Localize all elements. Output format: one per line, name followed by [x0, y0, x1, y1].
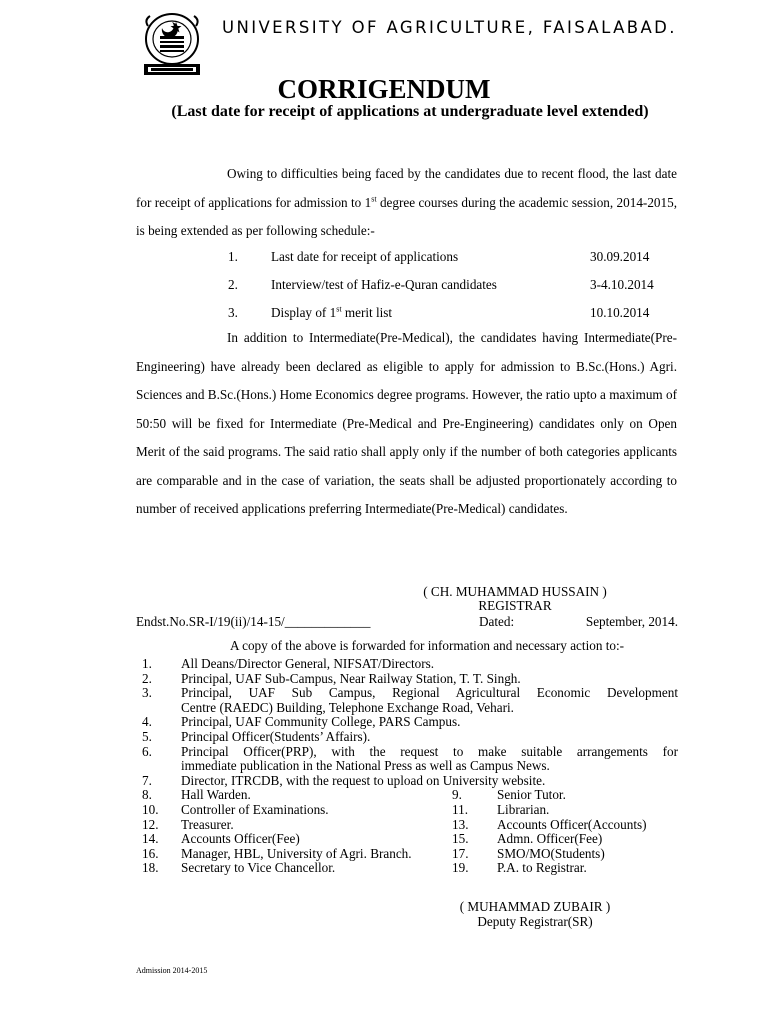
- distribution-list: [0, 657, 768, 876]
- list-item-pair: 8. Hall Warden. 9. Senior Tutor.: [142, 787, 566, 803]
- list-item-pair: 12. Treasurer. 13. Accounts Officer(Accounts): [142, 816, 647, 832]
- list-item: 4. Principal, UAF Community College, PARS Campus.: [142, 714, 461, 730]
- endorsement-date: September, 2014.: [585, 614, 678, 629]
- list-item-continued: Centre (RAEDC) Building, Telephone Exchange Road, Vehari.: [181, 699, 514, 715]
- list-item-pair: 10. Controller of Examinations. 11. Librarian.: [142, 801, 550, 817]
- deputy-registrar-signature: [430, 899, 640, 929]
- list-item-pair: 18. Secretary to Vice Chancellor. 19. P.A. to Registrar.: [142, 860, 587, 876]
- copy-note: A copy of the above is forwarded for information and necessary action to:-: [230, 638, 625, 653]
- document-subtitle: (Last date for receipt of applications at undergraduate level extended): [171, 103, 649, 120]
- university-crest-icon: [138, 12, 206, 76]
- list-item: 5. Principal Officer(Students’ Affairs).: [142, 728, 371, 744]
- deputy-name: ( MUHAMMAD ZUBAIR ): [459, 899, 611, 914]
- deputy-title: Deputy Registrar(SR): [477, 914, 593, 929]
- eligibility-paragraph: In addition to Intermediate(Pre-Medical), the candidates having Intermediate(Pre-Engineering) have already been declared as eligible to apply for admission to B.Sc.(Hons.) Agri. Sciences and B.Sc.(Hons.) Home Economics degree programs. However, the ratio upto a maximum of 50:50 will be fixed for Intermediate (Pre-Medical and Pre-Engineering) candidates only on Open Merit of the said programs. The said ratio shall apply only if the number of both categories applicants are comparable and in the case of variation, the seats shall be adjusted proportionately according to number of received applications preferring Intermediate(Pre-Medical) candidates.: [136, 330, 677, 516]
- dated-label: Dated:: [479, 614, 515, 629]
- list-item: 6. Principal Officer(PRP), with the request to make suitable arrangements for: [142, 743, 678, 759]
- page-footer: Admission 2014-2015: [136, 966, 208, 975]
- intro-paragraph: Owing to difficulties being faced by the candidates due to recent flood, the last date for receipt of applications for admission to 1st degree courses during the academic session, 2014-2015, is being extended as per following schedule:-: [136, 166, 677, 238]
- list-item-pair: 14. Accounts Officer(Fee) 15. Admn. Officer(Fee): [142, 831, 603, 847]
- list-item: 2. Principal, UAF Sub-Campus, Near Railway Station, T. T. Singh.: [142, 670, 521, 686]
- endorsement-number: Endst.No.SR-I/19(ii)/14-15/_____________: [136, 614, 371, 629]
- university-name: UNIVERSITY OF AGRICULTURE, FAISALABAD.: [222, 18, 677, 37]
- registrar-title: REGISTRAR: [478, 598, 552, 613]
- list-item: 7. Director, ITRCDB, with the request to upload on University website.: [142, 772, 546, 788]
- endorsement-line: [136, 614, 678, 630]
- registrar-signature: [390, 585, 640, 613]
- list-item-continued: immediate publication in the National Press as well as Campus News.: [181, 758, 550, 774]
- list-item: 3. Principal, UAF Sub Campus, Regional Agricultural Economic Development: [142, 685, 678, 701]
- registrar-name: ( CH. MUHAMMAD HUSSAIN ): [423, 584, 607, 599]
- list-item: 1. All Deans/Director General, NIFSAT/Directors.: [142, 656, 435, 671]
- list-item-pair: 16. Manager, HBL, University of Agri. Branch. 17. SMO/MO(Students): [142, 845, 605, 861]
- document-title: CORRIGENDUM: [277, 74, 491, 104]
